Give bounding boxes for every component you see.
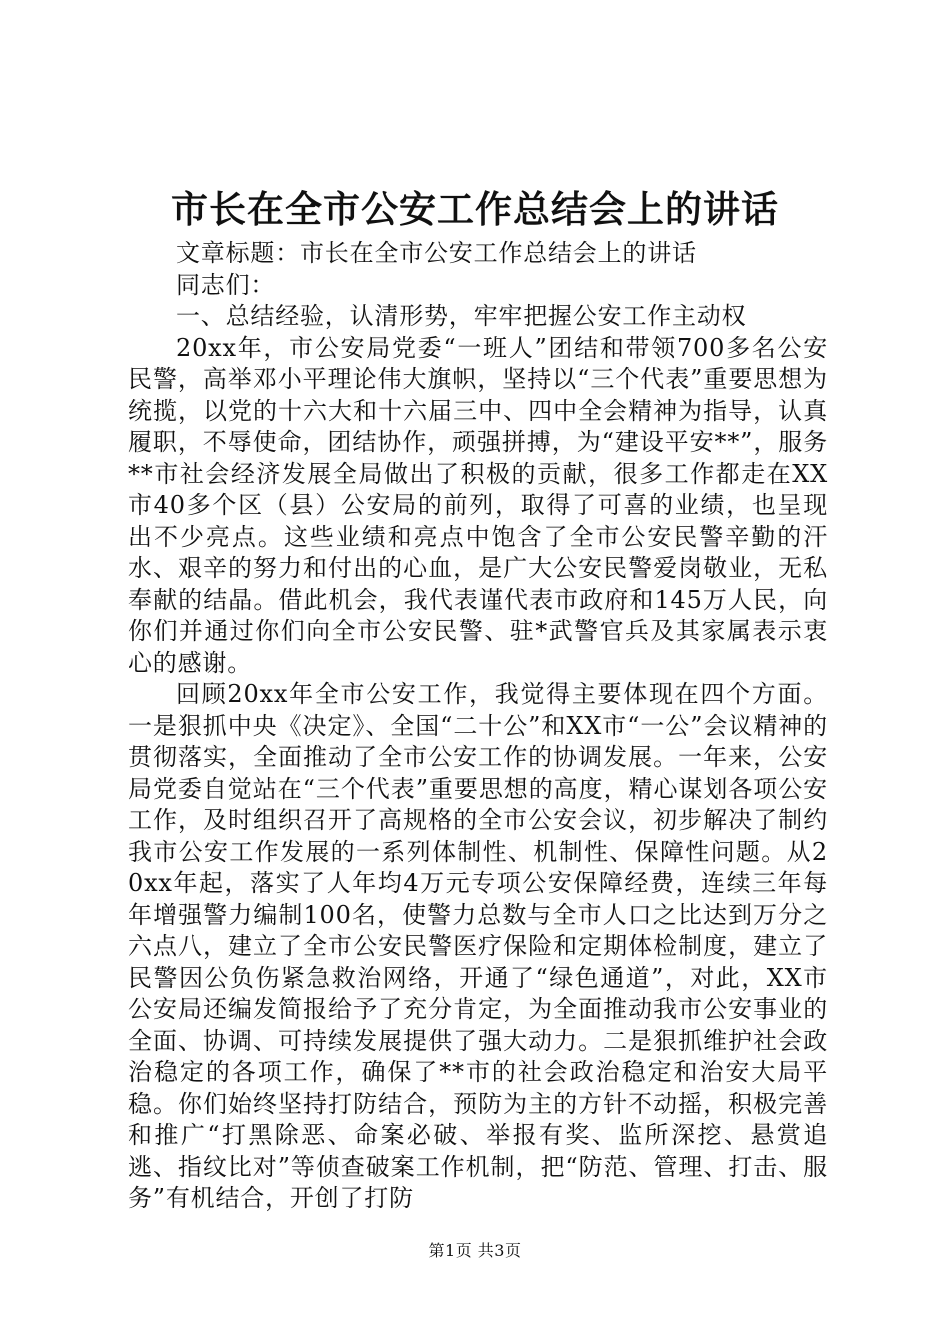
salutation: 同志们： [176,270,276,299]
section-heading: 一、总结经验，认清形势，牢牢把握公安工作主动权 [176,302,747,330]
document-title: 市长在全市公安工作总结会上的讲话 [171,187,779,231]
page-number: 第1页 共3页 [428,1241,522,1260]
article-title-line: 文章标题：市长在全市公安工作总结会上的讲话 [176,239,697,267]
body-paragraph: 20xx年，市公安局党委“一班人”团结和带领700多名公安民警，高举邓小平理论伟大旗帜，坚持以“三个代表”重要思想为统揽，以党的十六大和十六届三中、四中全会精神为指导，认真履职，不辱使命，团结协作，顽强拼搏，为“建设平安**”，服务**市社会经济发展全局做出了积极的贡献，很多工作都走在XX市40多个区（县）公安局的前列，取得了可喜的业绩，也呈现出不少亮点。这些业绩和亮点中饱含了全市公安民警辛勤的汗水、艰辛的努力和付出的心血，是广大公安民警爱岗敬业，无私奉献的结晶。借此机会，我代表谨代表市政府和145万人民，向你们并通过你们向全市公安民警、驻*武警官兵及其家属表示衷心的感谢。 [128,333,828,677]
document-body [128,238,828,1215]
body-paragraph: 回顾20xx年全市公安工作，我觉得主要体现在四个方面。一是狠抓中央《决定》、全国“二十公”和XX市“一公”会议精神的贯彻落实，全面推动了全市公安工作的协调发展。一年来，公安局党委自觉站在“三个代表”重要思想的高度，精心谋划各项公安工作，及时组织召开了高规格的全市公安会议，初步解决了制约我市公安工作发展的一系列体制性、机制性、保障性问题。从20xx年起，落实了人年均4万元专项公安保障经费，连续三年每年增强警力编制100名，使警力总数与全市人口之比达到万分之六点八，建立了全市公安民警医疗保险和定期体检制度，建立了民警因公负伤紧急救治网络，开通了“绿色通道”，对此，XX市公安局还编发简报给予了充分肯定，为全面推动我市公安事业的全面、协调、可持续发展提供了强大动力。二是狠抓维护社会政治稳定的各项工作，确保了**市的社会政治稳定和治安大局平稳。你们始终坚持打防结合，预防为主的方针不动摇，积极完善和推广“打黑除恶、命案必破、举报有奖、监所深挖、悬赏追逃、指纹比对”等侦查破案工作机制，把“防范、管理、打击、服务”有机结合，开创了打防 [128,680,828,1212]
